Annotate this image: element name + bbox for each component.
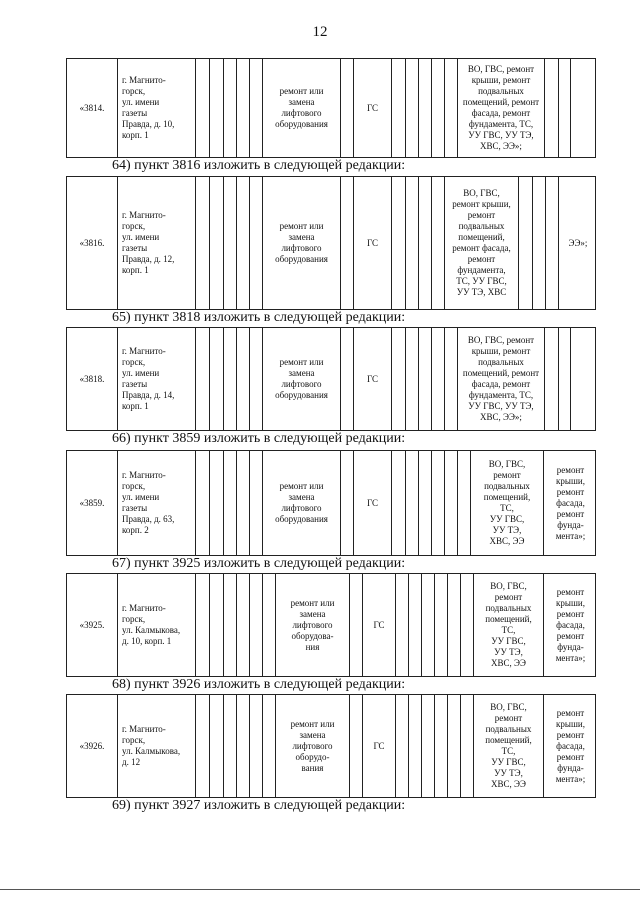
row-extra: ремонт крыши, ремонт фасада, ремонт фунда- мента»; — [555, 464, 586, 541]
bottom-divider — [0, 889, 640, 890]
row-address: г. Магнито- горск, ул. имени газеты Правда, д. 14, корп. 1 — [118, 328, 196, 430]
row-id: «3859. — [67, 451, 118, 555]
row-extra — [571, 59, 597, 157]
row-type: ГС — [363, 695, 396, 797]
row-id: «3926. — [67, 695, 118, 797]
row-address: г. Магнито- горск, ул. Калмыкова, д. 12 — [118, 695, 196, 797]
row-work: ремонт или замена лифтового оборудова- ния — [276, 574, 350, 676]
row-address: г. Магнито- горск, ул. имени газеты Правда, д. 63, корп. 2 — [118, 451, 196, 555]
row-address: г. Магнито- горск, ул. имени газеты Правда, д. 10, корп. 1 — [118, 59, 196, 157]
row-services: ВО, ГВС, ремонт подвальных помещений, ТС, УУ ГВС, УУ ТЭ, ХВС, ЭЭ — [474, 695, 544, 797]
row-address: г. Магнито- горск, ул. Калмыкова, д. 10, корп. 1 — [118, 574, 196, 676]
section-heading: 69) пункт 3927 изложить в следующей редакции: — [112, 798, 406, 813]
row-services: ВО, ГВС, ремонт крыши, ремонт подвальных помещений, ремонт фасада, ремонт фундамента, ТС, УУ ГВС, УУ ТЭ, ХВС, ЭЭ»; — [458, 59, 545, 157]
row-work: ремонт или замена лифтового оборудования — [263, 328, 341, 430]
table-row — [66, 573, 596, 677]
table-row — [66, 176, 596, 310]
row-type: ГС — [354, 59, 392, 157]
section-heading: 67) пункт 3925 изложить в следующей редакции: — [112, 556, 406, 571]
row-extra: ремонт крыши, ремонт фасада, ремонт фунда- мента»; — [555, 586, 586, 663]
table-row — [66, 58, 596, 158]
row-extra — [571, 328, 597, 430]
row-type: ГС — [354, 328, 392, 430]
row-services: ВО, ГВС, ремонт подвальных помещений, ТС, УУ ГВС, УУ ТЭ, ХВС, ЭЭ — [474, 574, 544, 676]
row-type: ГС — [354, 451, 392, 555]
row-services: ВО, ГВС, ремонт крыши, ремонт подвальных помещений, ремонт фасада, ремонт фундамента, ТС, УУ ГВС, УУ ТЭ, ХВС — [445, 177, 519, 309]
row-id: «3925. — [67, 574, 118, 676]
table-row — [66, 450, 596, 556]
page-number: 12 — [312, 24, 328, 40]
row-extra: ремонт крыши, ремонт фасада, ремонт фунда- мента»; — [555, 707, 586, 784]
row-extra: ЭЭ»; — [568, 237, 588, 248]
section-heading: 65) пункт 3818 изложить в следующей редакции: — [112, 310, 406, 325]
table-row — [66, 327, 596, 431]
row-address: г. Магнито- горск, ул. имени газеты Правда, д. 12, корп. 1 — [118, 177, 196, 309]
row-id: «3814. — [67, 59, 118, 157]
row-type: ГС — [354, 177, 392, 309]
section-heading: 68) пункт 3926 изложить в следующей редакции: — [112, 677, 406, 692]
row-work: ремонт или замена лифтового оборудования — [263, 451, 341, 555]
row-id: «3818. — [67, 328, 118, 430]
row-work: ремонт или замена лифтового оборудования — [263, 177, 341, 309]
section-heading: 66) пункт 3859 изложить в следующей редакции: — [112, 431, 406, 446]
section-heading: 64) пункт 3816 изложить в следующей редакции: — [112, 158, 406, 173]
row-work: ремонт или замена лифтового оборудования — [263, 59, 341, 157]
row-id: «3816. — [67, 177, 118, 309]
row-services: ВО, ГВС, ремонт крыши, ремонт подвальных помещений, ремонт фасада, ремонт фундамента, ТС, УУ ГВС, УУ ТЭ, ХВС, ЭЭ»; — [458, 328, 545, 430]
row-services: ВО, ГВС, ремонт подвальных помещений, ТС, УУ ГВС, УУ ТЭ, ХВС, ЭЭ — [471, 451, 544, 555]
table-row — [66, 694, 596, 798]
row-work: ремонт или замена лифтового оборудо- вания — [276, 695, 350, 797]
row-type: ГС — [363, 574, 396, 676]
